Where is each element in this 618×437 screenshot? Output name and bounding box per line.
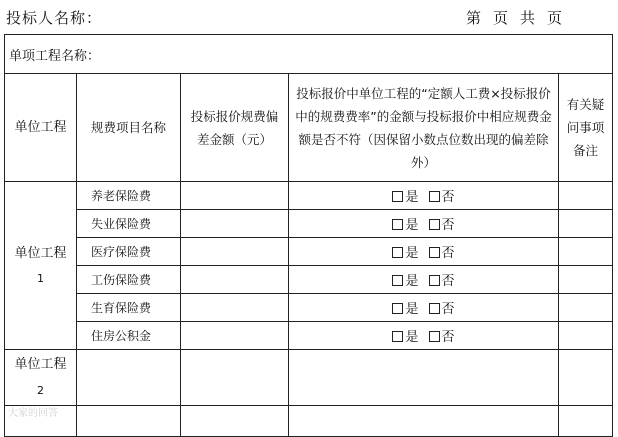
fee-item-name: 生育保险费 (77, 294, 181, 322)
yes-checkbox[interactable] (392, 219, 403, 230)
page-counter (466, 7, 574, 28)
yes-label: 是 (405, 302, 419, 317)
table-row (5, 322, 613, 350)
yes-checkbox[interactable] (392, 275, 403, 286)
yes-checkbox[interactable] (392, 331, 403, 342)
check-cell (289, 322, 559, 350)
no-checkbox[interactable] (429, 275, 440, 286)
yes-label: 是 (405, 190, 419, 205)
deviation-cell[interactable] (181, 322, 289, 350)
yes-checkbox[interactable] (392, 247, 403, 258)
check-cell (289, 294, 559, 322)
fee-item-name: 住房公积金 (77, 322, 181, 350)
fee-item-name: 工伤保险费 (77, 266, 181, 294)
yes-label: 是 (405, 218, 419, 233)
no-checkbox[interactable] (429, 303, 440, 314)
col-fee-item-header: 规费项目名称 (77, 74, 181, 182)
yes-checkbox[interactable] (392, 303, 403, 314)
project-name-label: 单项工程名称： (5, 35, 613, 74)
unit2-label: 单位工程 (14, 357, 67, 372)
fee-item-name: 养老保险费 (77, 182, 181, 210)
no-label: 否 (441, 246, 455, 261)
deviation-cell[interactable] (181, 238, 289, 266)
fee-item-cell[interactable] (77, 406, 181, 437)
deviation-cell[interactable] (181, 350, 289, 406)
page-ye2: 页 (547, 9, 563, 27)
table-row (5, 210, 613, 238)
deviation-cell[interactable] (181, 210, 289, 238)
check-cell (289, 238, 559, 266)
col-deviation-header: 投标报价规费偏差金额（元） (181, 74, 289, 182)
table-row (5, 182, 613, 210)
no-label: 否 (441, 302, 455, 317)
unit1-number: 1 (37, 271, 44, 285)
yes-label: 是 (405, 274, 419, 289)
deviation-cell[interactable] (181, 294, 289, 322)
table-row (5, 350, 613, 406)
remarks-cell[interactable] (559, 238, 613, 266)
fee-item-name: 医疗保险费 (77, 238, 181, 266)
no-label: 否 (441, 274, 455, 289)
remarks-cell[interactable] (559, 350, 613, 406)
table-row (5, 238, 613, 266)
col-check-header: 投标报价中单位工程的“定额人工费×投标报价中的规费费率”的金额与投标报价中相应规费金额是否不符（因保留小数点位数出现的偏差除外） (289, 74, 559, 182)
remarks-cell[interactable] (559, 182, 613, 210)
fee-review-table (4, 34, 613, 437)
yes-label: 是 (405, 246, 419, 261)
no-checkbox[interactable] (429, 219, 440, 230)
unit1-label: 单位工程 (14, 245, 67, 261)
remarks-cell[interactable] (559, 266, 613, 294)
project-name-row (5, 35, 613, 74)
no-label: 否 (441, 330, 455, 345)
bidder-name-label: 投标人名称： (6, 9, 103, 27)
no-label: 否 (441, 218, 455, 233)
watermark: 大家的回答 (8, 408, 58, 419)
table-row (5, 294, 613, 322)
deviation-cell[interactable] (181, 182, 289, 210)
page-gong: 共 (520, 9, 536, 27)
page-di: 第 (466, 9, 482, 27)
no-checkbox[interactable] (429, 191, 440, 202)
fee-item-cell[interactable] (77, 350, 181, 406)
check-cell (289, 210, 559, 238)
yes-label: 是 (405, 330, 419, 345)
remarks-cell[interactable] (559, 322, 613, 350)
no-checkbox[interactable] (429, 247, 440, 258)
deviation-cell[interactable] (181, 406, 289, 437)
col-unit-header: 单位工程 (5, 74, 77, 182)
fee-item-name: 失业保险费 (77, 210, 181, 238)
no-checkbox[interactable] (429, 331, 440, 342)
header-row (5, 74, 613, 182)
check-cell (289, 182, 559, 210)
col-remarks-header: 有关疑问事项备注 (559, 74, 613, 182)
deviation-cell[interactable] (181, 266, 289, 294)
table-row (5, 406, 613, 437)
remarks-cell[interactable] (559, 294, 613, 322)
remarks-cell[interactable] (559, 406, 613, 437)
yes-checkbox[interactable] (392, 191, 403, 202)
unit2-cell (5, 350, 77, 406)
remarks-cell[interactable] (559, 210, 613, 238)
check-cell (289, 266, 559, 294)
page-ye1: 页 (493, 9, 509, 27)
no-label: 否 (441, 190, 455, 205)
check-cell[interactable] (289, 406, 559, 437)
unit2-number: 2 (37, 384, 44, 397)
unit1-cell (5, 182, 77, 350)
check-cell[interactable] (289, 350, 559, 406)
table-row (5, 266, 613, 294)
